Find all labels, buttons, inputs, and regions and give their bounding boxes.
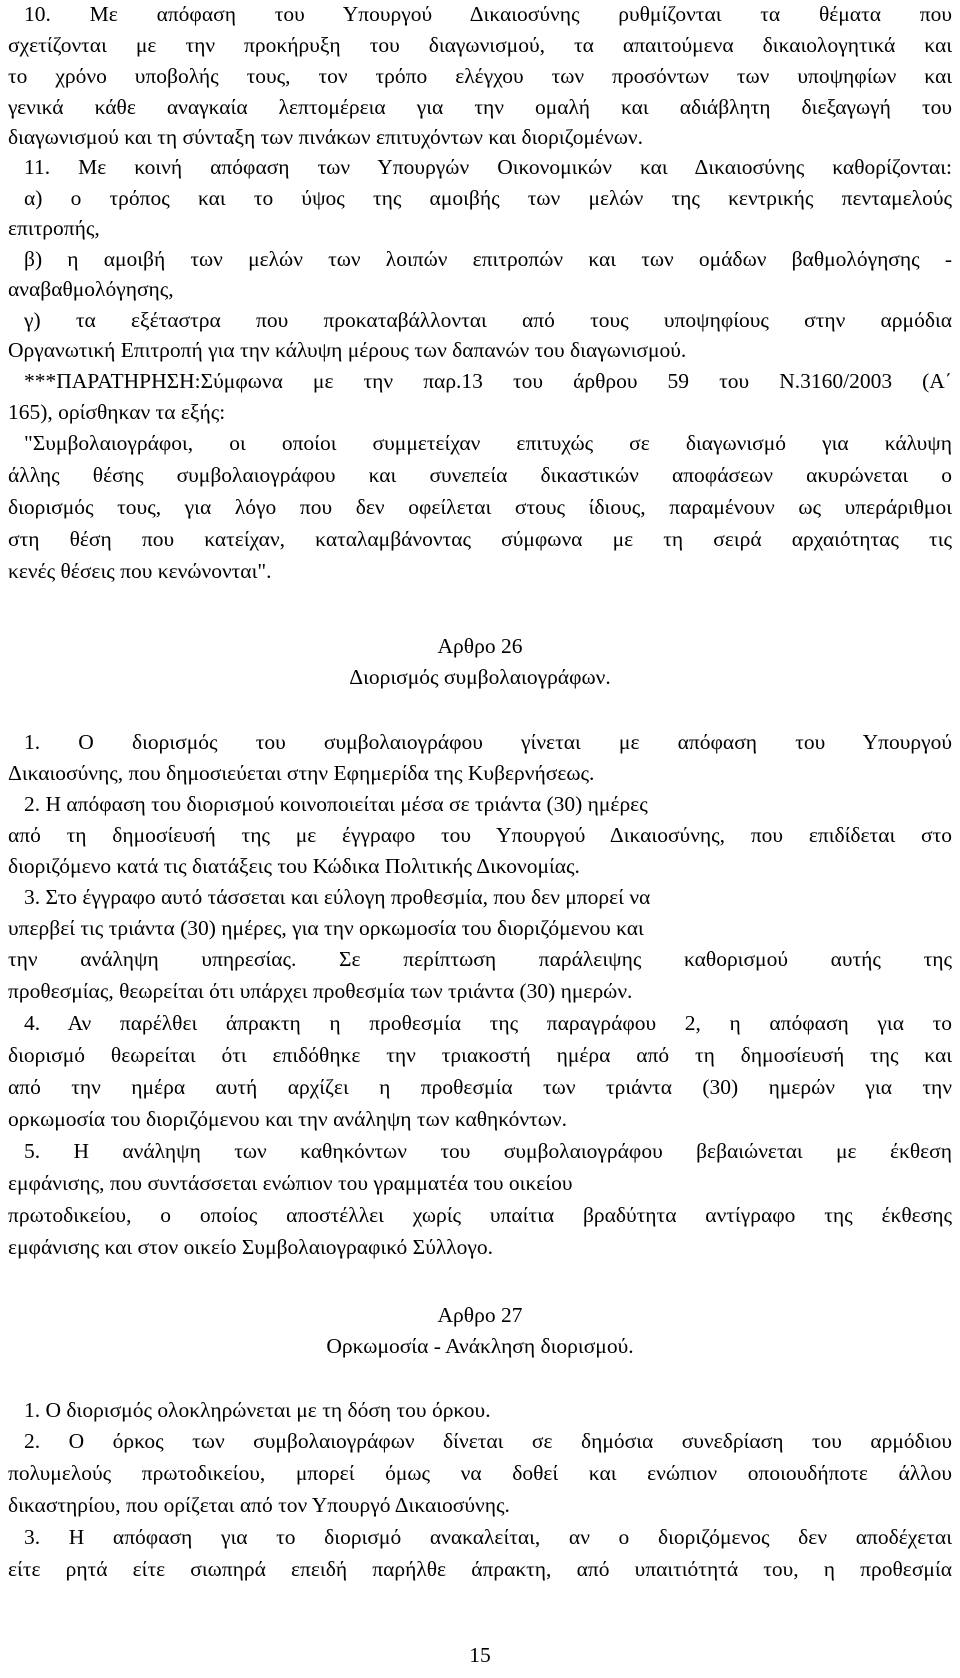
text-line: είτε ρητά είτε σιωπηρά επειδή παρήλθε άπρακτη, από υπαιτιότητά του, η προθεσμία: [8, 1557, 952, 1581]
text-line: γ) τα εξέταστρα που προκαταβάλλονται από τους υποψηφίους στην αρμόδια: [24, 308, 952, 332]
text-line: 5. Η ανάληψη των καθηκόντων του συμβολαιογράφου βεβαιώνεται με έκθεση: [24, 1139, 952, 1163]
text-line: 165), ορίσθηκαν τα εξής:: [8, 400, 226, 424]
text-line: γενικά κάθε αναγκαία λεπτομέρεια για την ομαλή και αδιάβλητη διεξαγωγή του: [8, 95, 952, 119]
text-line: 3. Στο έγγραφο αυτό τάσσεται και εύλογη προθεσμία, που δεν μπορεί να: [24, 885, 651, 909]
text-line: κενές θέσεις που κενώνονται".: [8, 559, 272, 583]
text-line: επιτροπής,: [8, 216, 100, 240]
text-line: 1. Ο διορισμός του συμβολαιογράφου γίνεται με απόφαση του Υπουργού: [24, 730, 952, 754]
article-title: Ορκωμοσία - Ανάκληση διορισμού.: [326, 1334, 634, 1358]
text-line: πολυμελούς πρωτοδικείου, μπορεί όμως να δοθεί και ενώπιον οποιουδήποτε άλλου: [8, 1461, 952, 1485]
text-line: Οργανωτική Επιτροπή για την κάλυψη μέρους των δαπανών του διαγωνισμού.: [8, 338, 687, 362]
text-line: β) η αμοιβή των μελών των λοιπών επιτροπών και των ομάδων βαθμολόγησης -: [24, 247, 952, 271]
text-line: 2. Ο όρκος των συμβολαιογράφων δίνεται σε δημόσια συνεδρίαση του αρμόδιου: [24, 1429, 952, 1453]
text-line: άλλης θέσης συμβολαιογράφου και συνεπεία δικαστικών αποφάσεων ακυρώνεται ο: [8, 463, 952, 487]
text-line: α) ο τρόπος και το ύψος της αμοιβής των μελών της κεντρικής πενταμελούς: [24, 186, 952, 210]
article-heading: Αρθρο 27: [437, 1303, 523, 1327]
text-line: προθεσμίας, θεωρείται ότι υπάρχει προθεσμία των τριάντα (30) ημερών.: [8, 979, 633, 1003]
text-line: 3. Η απόφαση για το διορισμό ανακαλείται, αν ο διοριζόμενος δεν αποδέχεται: [24, 1525, 952, 1549]
text-line: διαγωνισμού και τη σύνταξη των πινάκων επιτυχόντων και διοριζομένων.: [8, 125, 644, 149]
text-line: σχετίζονται με την προκήρυξη του διαγωνισμού, τα απαιτούμενα δικαιολογητικά και: [8, 33, 952, 57]
text-line: το χρόνο υποβολής τους, τον τρόπο ελέγχου των προσόντων των υποψηφίων και: [8, 64, 952, 88]
text-line: ορκωμοσία του διοριζόμενου και την ανάληψη των καθηκόντων.: [8, 1107, 567, 1131]
text-line: διοριζόμενο κατά τις διατάξεις του Κώδικα Πολιτικής Δικονομίας.: [8, 854, 580, 878]
article-title: Διορισμός συμβολαιογράφων.: [349, 665, 611, 689]
text-line: αναβαθμολόγησης,: [8, 277, 174, 301]
text-line: εμφάνισης και στον οικείο Συμβολαιογραφικό Σύλλογο.: [8, 1235, 494, 1259]
text-line: 10. Με απόφαση του Υπουργού Δικαιοσύνης ρυθμίζονται τα θέματα που: [24, 2, 952, 26]
article-heading: Αρθρο 26: [437, 634, 523, 658]
text-line: στη θέση που κατείχαν, καταλαμβάνοντας σύμφωνα με τη σειρά αρχαιότητας τις: [8, 527, 952, 551]
text-line: διορισμός τους, για λόγο που δεν οφείλεται στους ίδιους, παραμένουν ως υπεράριθμοι: [8, 495, 952, 519]
text-line: "Συμβολαιογράφοι, οι οποίοι συμμετείχαν επιτυχώς σε διαγωνισμό για κάλυψη: [24, 431, 952, 455]
text-line: υπερβεί τις τριάντα (30) ημέρες, για την ορκωμοσία του διοριζόμενου και: [8, 916, 644, 940]
text-line: διορισμό θεωρείται ότι επιδόθηκε την τριακοστή ημέρα από τη δημοσίευσή της και: [8, 1043, 952, 1067]
text-line: την ανάληψη υπηρεσίας. Σε περίπτωση παράλειψης καθορισμού αυτής της: [8, 947, 952, 971]
text-line: από τη δημοσίευσή της με έγγραφο του Υπουργού Δικαιοσύνης, που επιδίδεται στο: [8, 823, 952, 847]
text-line: δικαστηρίου, που ορίζεται από τον Υπουργό Δικαιοσύνης.: [8, 1493, 510, 1517]
text-line: 11. Με κοινή απόφαση των Υπουργών Οικονομικών και Δικαιοσύνης καθορίζονται:: [24, 155, 952, 179]
text-line: πρωτοδικείου, ο οποίος αποστέλλει χωρίς υπαίτια βραδύτητα αντίγραφο της έκθεσης: [8, 1203, 952, 1227]
text-line: από την ημέρα αυτή αρχίζει η προθεσμία των τριάντα (30) ημερών για την: [8, 1075, 952, 1099]
text-line: 1. Ο διορισμός ολοκληρώνεται με τη δόση του όρκου.: [24, 1398, 491, 1422]
text-line: ***ΠΑΡΑΤΗΡΗΣΗ:Σύμφωνα με την παρ.13 του άρθρου 59 του Ν.3160/2003 (Α΄: [24, 369, 952, 393]
text-line: Δικαιοσύνης, που δημοσιεύεται στην Εφημερίδα της Κυβερνήσεως.: [8, 761, 595, 785]
text-line: 2. Η απόφαση του διορισμού κοινοποιείται μέσα σε τριάντα (30) ημέρες: [24, 792, 648, 816]
text-line: 4. Αν παρέλθει άπρακτη η προθεσμία της παραγράφου 2, η απόφαση για το: [24, 1011, 952, 1035]
page-number: 15: [469, 1643, 491, 1667]
text-line: εμφάνισης, που συντάσσεται ενώπιον του γραμματέα του οικείου: [8, 1171, 573, 1195]
